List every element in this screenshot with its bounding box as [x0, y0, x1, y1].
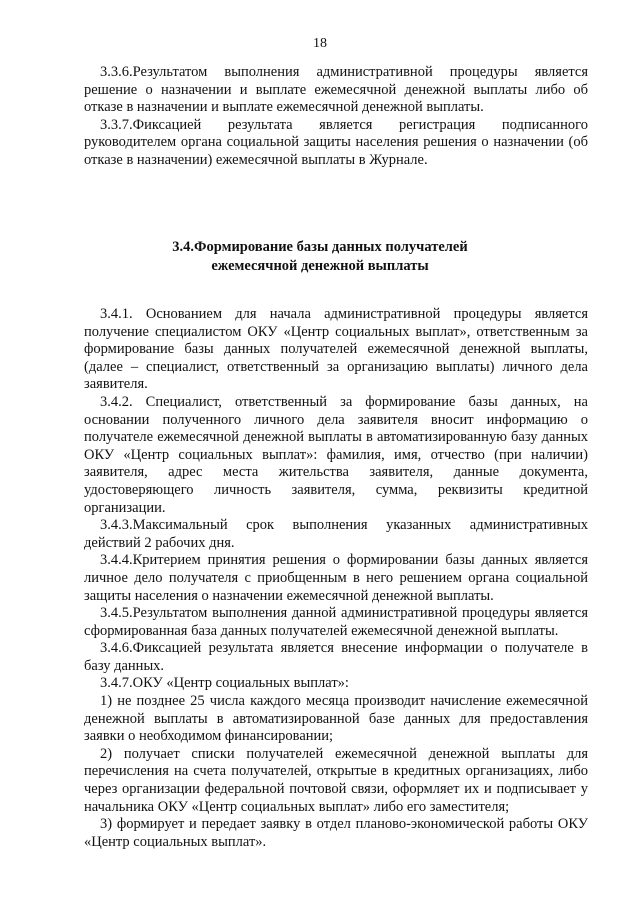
paragraph-3-4-1: 3.4.1. Основанием для начала административной процедуры является получение специалистом ОКУ «Центр социальных выплат», ответственным за формирование базы данных получателей ежемесячной денежной выплаты, (далее – специалист, ответственный за организацию выплаты) личного дела заявителя. [84, 306, 588, 393]
list-item-1: 1) не позднее 25 числа каждого месяца производит начисление ежемесячной денежной выплаты в автоматизированной базе данных для предоставления заявки о необходимом финансировании; [84, 693, 588, 745]
section-heading [0, 238, 640, 276]
section-heading-line1: 3.4.Формирование базы данных получателей [172, 239, 468, 255]
paragraph-3-3-7: 3.3.7.Фиксацией результата является регистрация подписанного руководителем органа социальной защиты населения решения о назначении (об отказе в назначении) ежемесячной выплаты в Журнале. [84, 116, 588, 168]
section-paragraphs [84, 306, 588, 851]
section-heading-line2: ежемесячной денежной выплаты [211, 258, 429, 274]
list-item-2: 2) получает списки получателей ежемесячной денежной выплаты для перечисления на счета получателей, открытые в кредитных организациях, либо через организации федеральной почтовой связи, оформляет их и подписывает у начальника ОКУ «Центр социальных выплат» либо его заместителя; [84, 745, 588, 815]
paragraph-3-4-4: 3.4.4.Критерием принятия решения о формировании базы данных является личное дело получателя с приобщенным в него решением органа социальной защиты населения о назначении ежемесячной денежной выплаты. [84, 552, 588, 604]
paragraph-3-4-5: 3.4.5.Результатом выполнения данной административной процедуры является сформированная база данных получателей ежемесячной денежной выплаты. [84, 605, 588, 639]
paragraph-3-4-7: 3.4.7.ОКУ «Центр социальных выплат»: [100, 675, 349, 692]
top-paragraphs [84, 64, 588, 170]
paragraph-3-4-6: 3.4.6.Фиксацией результата является внесение информации о получателе в базу данных. [84, 640, 588, 674]
paragraph-3-4-3: 3.4.3.Максимальный срок выполнения указанных административных действий 2 рабочих дня. [84, 517, 588, 551]
paragraph-3-4-2: 3.4.2. Специалист, ответственный за формирование базы данных, на основании полученного личного дела заявителя вносит информацию о получателе ежемесячной денежной выплаты в автоматизированную базу данных ОКУ «Центр социальных выплат»: фамилия, имя, отчество (при наличии) заявителя, адрес места жительства заявителя, данные документа, удостоверяющего личность заявителя, сумма, реквизиты кредитной организации. [84, 393, 588, 516]
list-item-3: 3) формирует и передает заявку в отдел планово-экономической работы ОКУ «Центр социальных выплат». [84, 816, 588, 850]
page-number: 18 [313, 36, 327, 51]
paragraph-3-3-6: 3.3.6.Результатом выполнения административной процедуры является решение о назначении и выплате ежемесячной денежной выплаты либо об отказе в назначении и выплате ежемесячной денежной выплаты. [84, 64, 588, 116]
